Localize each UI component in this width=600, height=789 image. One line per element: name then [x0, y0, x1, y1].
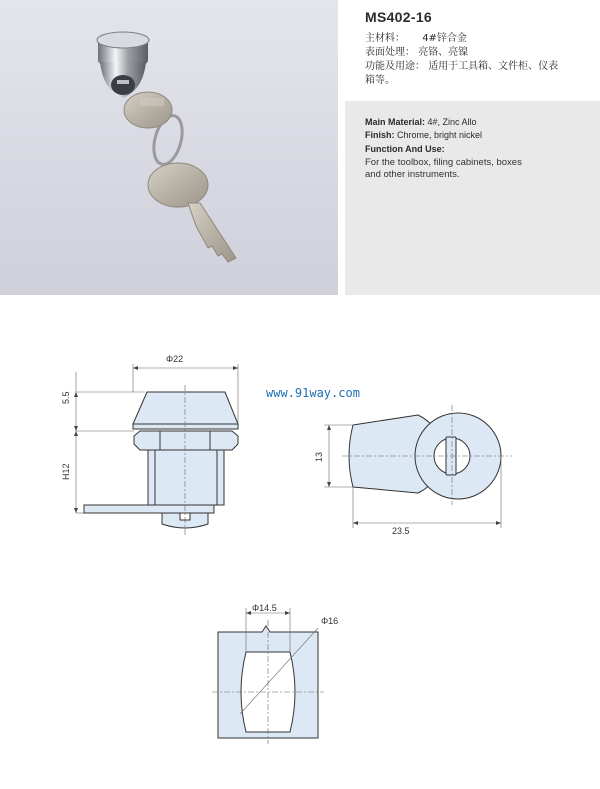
en-finish-row	[365, 130, 482, 140]
cn-use-row-cont	[365, 71, 395, 86]
cn-finish-label: 表面处理：	[365, 47, 415, 58]
cam-lock-icon	[97, 32, 149, 98]
en-use-value: For the toolbox, filing cabinets, boxes	[365, 157, 522, 168]
panel-cutout-drawing	[218, 626, 318, 738]
cn-finish-value: 亮铬、亮镍	[418, 47, 469, 58]
en-finish-label: Finish:	[365, 130, 395, 140]
cn-use-row	[365, 57, 558, 72]
model-number: MS402-16	[365, 9, 432, 25]
key-icon	[124, 92, 172, 128]
en-use-value-cont: and other instruments.	[365, 169, 460, 180]
lock-and-keys-image	[0, 0, 338, 295]
dim-side-height: 13	[314, 451, 324, 462]
spec-panel	[345, 0, 600, 295]
front-view-drawing	[84, 392, 238, 528]
side-view-drawing	[349, 413, 501, 499]
en-material-row	[365, 117, 477, 127]
cn-use-value-cont: 箱等。	[365, 75, 395, 86]
product-photo	[0, 0, 338, 295]
key-icon	[148, 163, 236, 262]
en-use-row	[365, 144, 445, 154]
cn-use-label: 功能及用途：	[365, 61, 425, 72]
cn-finish-row	[365, 43, 468, 58]
cn-use-value: 适用于工具箱、文件柜、仪表	[428, 61, 559, 72]
cn-material-row	[365, 29, 467, 44]
dim-side-length: 23.5	[392, 526, 410, 536]
dim-top-diameter: Φ22	[166, 354, 184, 364]
en-material-label: Main Material:	[365, 117, 426, 127]
cn-material-value: 4#锌合金	[422, 33, 467, 44]
en-material-value: 4#, Zinc Allo	[427, 117, 477, 127]
dim-height-lower: H12	[61, 463, 71, 480]
dim-cut-width: Φ14.5	[252, 603, 277, 613]
en-use-label: Function And Use:	[365, 144, 445, 154]
dim-height-upper: 5.5	[61, 391, 71, 404]
dim-cut-diameter: Φ16	[321, 616, 339, 626]
watermark-text: www.91way.com	[266, 386, 360, 400]
en-use-text	[365, 157, 575, 181]
cn-material-label: 主材料：	[365, 33, 405, 44]
en-finish-value: Chrome, bright nickel	[397, 130, 483, 140]
